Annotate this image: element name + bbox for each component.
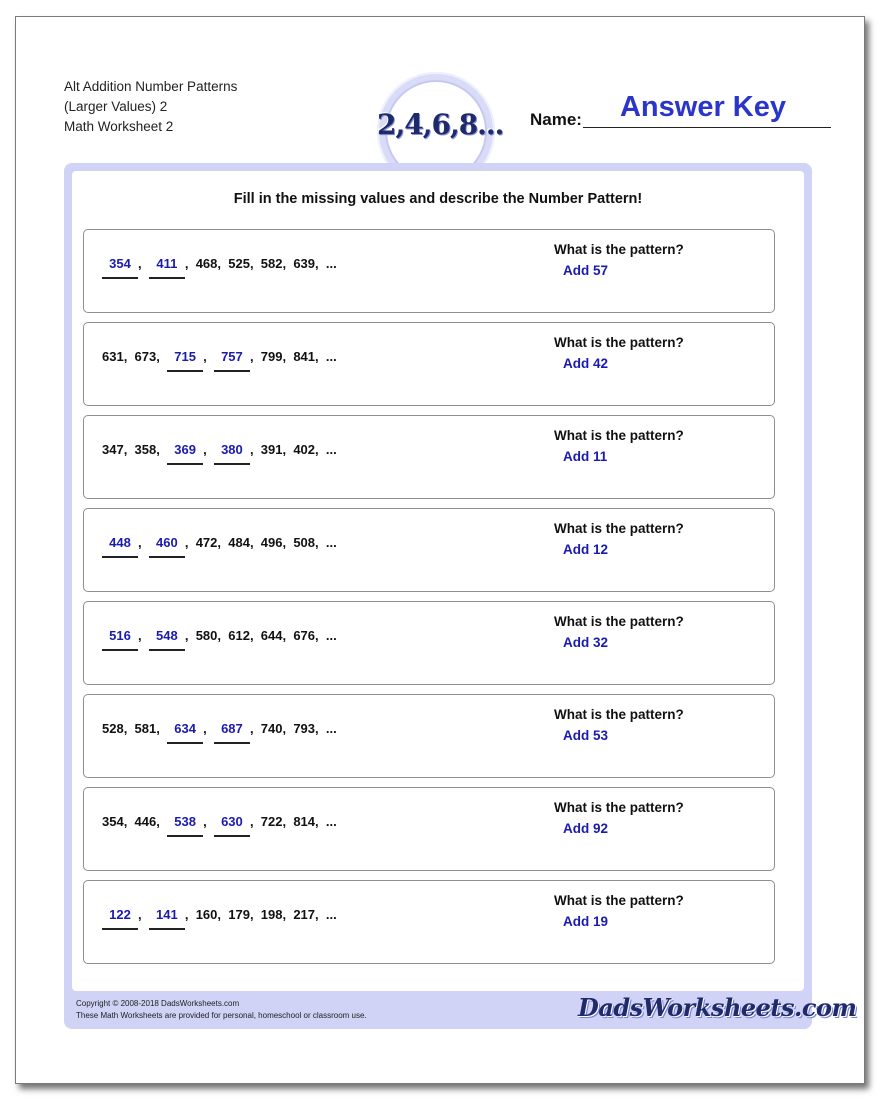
usage-notice: These Math Worksheets are provided for personal, homeschool or classroom use. — [76, 1011, 367, 1020]
answer-blank[interactable]: 757 — [214, 349, 250, 372]
answer-blank[interactable]: 548 — [149, 628, 185, 651]
problem-box — [83, 880, 775, 964]
sequence-value: 358 — [134, 442, 157, 457]
problem-box — [83, 415, 775, 499]
answer-blank[interactable]: 354 — [102, 256, 138, 279]
sequence-value: 160 — [195, 907, 218, 922]
number-sequence: 516 , 548 , 580, 612, 644, 676, ... — [102, 628, 337, 651]
ellipsis: ... — [325, 442, 337, 457]
number-sequence: 347, 358, 369 , 380 , 391, 402, ... — [102, 442, 337, 465]
problem-box — [83, 601, 775, 685]
pattern-question: What is the pattern? — [554, 800, 684, 815]
pattern-answer: Add 42 — [563, 356, 609, 371]
sequence-value: 198 — [260, 907, 283, 922]
pattern-answer: Add 11 — [563, 449, 608, 464]
pattern-answer: Add 53 — [563, 728, 609, 743]
title-line-3: Math Worksheet 2 — [64, 119, 174, 134]
worksheet-title — [64, 77, 237, 137]
title-line-2: (Larger Values) 2 — [64, 99, 168, 114]
problem-box — [83, 787, 775, 871]
sequence-value: 484 — [228, 535, 250, 550]
sequence-value: 472 — [195, 535, 218, 550]
copyright-text: Copyright © 2008-2018 DadsWorksheets.com — [76, 999, 240, 1008]
pattern-answer: Add 19 — [563, 914, 609, 929]
pattern-answer: Add 32 — [563, 635, 609, 650]
problem-box — [83, 694, 775, 778]
sequence-value: 508 — [293, 535, 316, 550]
sequence-value: 740 — [260, 721, 283, 736]
name-line — [583, 127, 831, 128]
answer-blank[interactable]: 516 — [102, 628, 138, 651]
number-sequence: 354, 446, 538 , 630 , 722, 814, ... — [102, 814, 337, 837]
number-sequence: 631, 673, 715 , 757 , 799, 841, ... — [102, 349, 337, 372]
problem-box — [83, 322, 775, 406]
sequence-value: 612 — [228, 628, 250, 643]
answer-blank[interactable]: 538 — [167, 814, 203, 837]
sequence-value: 644 — [260, 628, 283, 643]
sequence-value: 402 — [293, 442, 316, 457]
answer-blank[interactable]: 687 — [214, 721, 250, 744]
sequence-value: 673 — [134, 349, 157, 364]
pattern-question: What is the pattern? — [554, 614, 684, 629]
sequence-value: 496 — [260, 535, 283, 550]
sequence-value: 391 — [260, 442, 283, 457]
brand-logo: DadsWorksheets.com — [578, 993, 857, 1022]
sequence-value: 217 — [293, 907, 316, 922]
answer-blank[interactable]: 634 — [167, 721, 203, 744]
instructions: Fill in the missing values and describe the Number Pattern! — [233, 191, 643, 207]
answer-blank[interactable]: 448 — [102, 535, 138, 558]
pattern-question: What is the pattern? — [554, 707, 684, 722]
sequence-value: 446 — [134, 814, 157, 829]
logo-text: 2,4,6,8... — [377, 108, 504, 141]
name-label: Name: — [530, 110, 582, 129]
number-sequence: 528, 581, 634 , 687 , 740, 793, ... — [102, 721, 337, 744]
sequence-value: 722 — [260, 814, 283, 829]
pattern-question: What is the pattern? — [554, 242, 684, 257]
answer-blank[interactable]: 460 — [149, 535, 185, 558]
sequence-value: 581 — [134, 721, 157, 736]
problem-box — [83, 229, 775, 313]
sequence-value: 793 — [293, 721, 316, 736]
answer-blank[interactable]: 411 — [149, 256, 185, 279]
sequence-value: 580 — [195, 628, 218, 643]
answer-blank[interactable]: 141 — [149, 907, 185, 930]
ellipsis: ... — [325, 535, 337, 550]
sequence-value: 631 — [102, 349, 124, 364]
sequence-value: 528 — [102, 721, 124, 736]
sequence-value: 347 — [102, 442, 124, 457]
answer-blank[interactable]: 715 — [167, 349, 203, 372]
answer-blank[interactable]: 380 — [214, 442, 250, 465]
sequence-value: 354 — [102, 814, 124, 829]
answer-key-label: Answer Key — [619, 91, 786, 123]
footer-copyright — [76, 998, 367, 1022]
number-sequence: 448 , 460 , 472, 484, 496, 508, ... — [102, 535, 337, 558]
number-sequence: 354 , 411 , 468, 525, 582, 639, ... — [102, 256, 337, 279]
title-line-1: Alt Addition Number Patterns — [64, 79, 238, 94]
sequence-value: 841 — [293, 349, 316, 364]
answer-blank[interactable]: 369 — [167, 442, 203, 465]
sequence-value: 799 — [260, 349, 283, 364]
pattern-answer: Add 92 — [563, 821, 609, 836]
pattern-question: What is the pattern? — [554, 521, 684, 536]
ellipsis: ... — [325, 721, 337, 736]
sequence-value: 525 — [228, 256, 250, 271]
pattern-question: What is the pattern? — [554, 428, 684, 443]
ellipsis: ... — [325, 349, 337, 364]
pattern-answer: Add 57 — [563, 263, 609, 278]
ellipsis: ... — [325, 628, 337, 643]
pattern-question: What is the pattern? — [554, 893, 684, 908]
number-sequence: 122 , 141 , 160, 179, 198, 217, ... — [102, 907, 337, 930]
sequence-value: 639 — [293, 256, 316, 271]
problem-box — [83, 508, 775, 592]
pattern-answer: Add 12 — [563, 542, 609, 557]
sequence-value: 814 — [293, 814, 316, 829]
sequence-value: 468 — [195, 256, 218, 271]
ellipsis: ... — [325, 814, 337, 829]
sequence-value: 179 — [228, 907, 250, 922]
ellipsis: ... — [325, 256, 337, 271]
sequence-value: 582 — [260, 256, 283, 271]
ellipsis: ... — [325, 907, 337, 922]
answer-blank[interactable]: 630 — [214, 814, 250, 837]
sequence-value: 676 — [293, 628, 316, 643]
answer-blank[interactable]: 122 — [102, 907, 138, 930]
pattern-question: What is the pattern? — [554, 335, 684, 350]
